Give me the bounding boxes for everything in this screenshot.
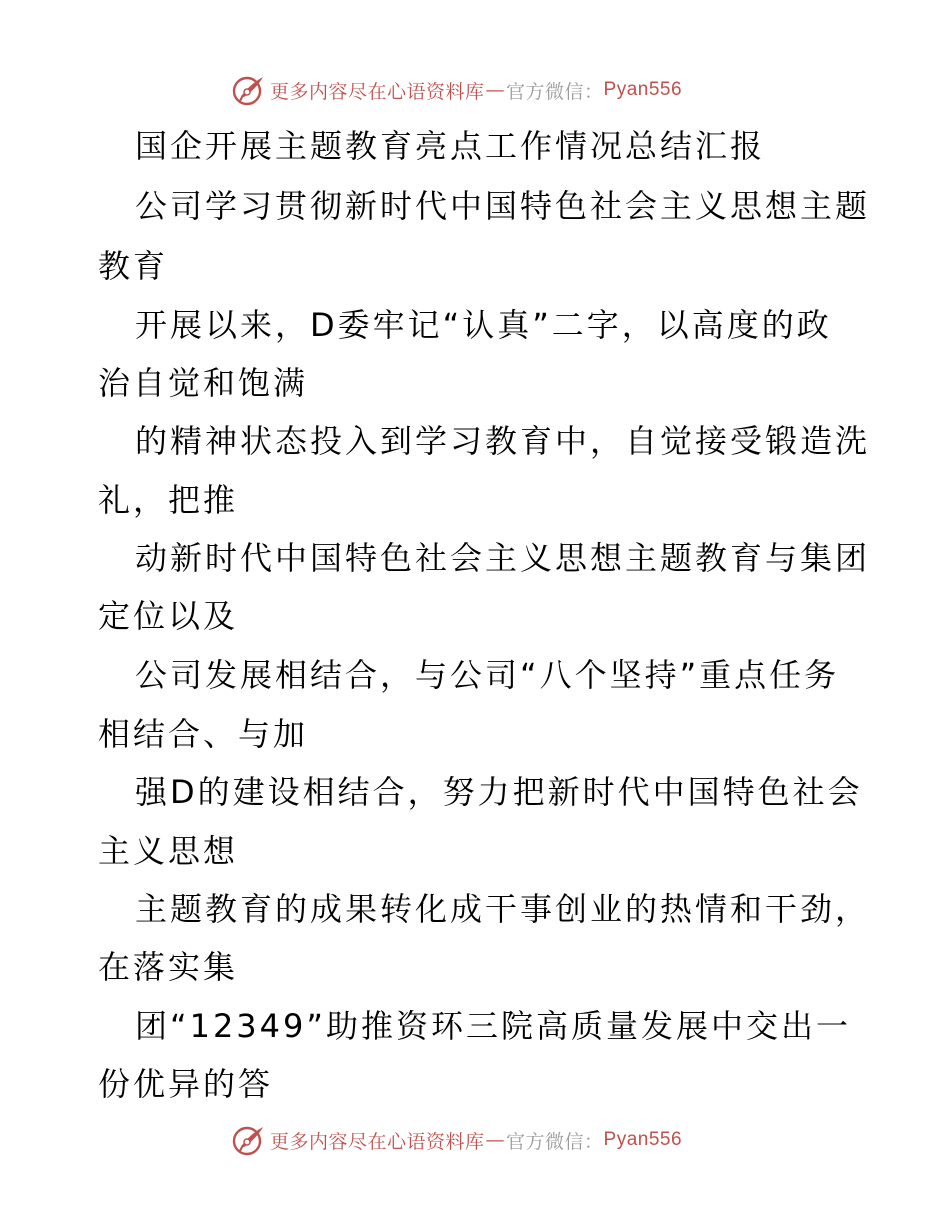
text-line: 主义思想 <box>98 832 239 870</box>
banner-wechat-id: Pyan556 <box>603 1129 683 1150</box>
footer-banner[interactable] <box>232 1120 732 1160</box>
text-line: 份优异的答 <box>98 1065 274 1103</box>
text-line: 治自觉和饱满 <box>98 364 309 402</box>
text-line: 开展以来，D委牢记“认真”二字，以高度的政 <box>135 306 832 344</box>
text-line: 主题教育的成果转化成干事创业的热情和干劲， <box>135 890 871 928</box>
text-line: 公司学习贯彻新时代中国特色社会主义思想主题 <box>135 187 871 225</box>
document-title: 国企开展主题教育亮点工作情况总结汇报 <box>135 127 766 165</box>
text-line: 在落实集 <box>98 948 239 986</box>
banner-wechat-id: Pyan556 <box>603 79 683 100</box>
text-line: 教育 <box>98 247 169 285</box>
banner-main-text: 更多内容尽在心语资料库 <box>270 1130 485 1153</box>
banner-dash: — <box>485 1129 506 1151</box>
text-line: 动新时代中国特色社会主义思想主题教育与集团 <box>135 539 871 577</box>
banner-main-text: 更多内容尽在心语资料库 <box>270 80 485 103</box>
banner-dash: — <box>485 79 506 101</box>
banner-sub-text: 官方微信： <box>506 1130 604 1153</box>
text-line: 公司发展相结合，与公司“八个坚持”重点任务 <box>135 656 840 694</box>
text-line: 礼，把推 <box>98 481 239 519</box>
banner-sub-text: 官方微信： <box>506 80 604 103</box>
text-line: 相结合、与加 <box>98 715 309 753</box>
quill-pen-icon <box>232 73 266 107</box>
text-line: 强D的建设相结合，努力把新时代中国特色社会 <box>135 773 863 811</box>
text-line: 团“12349”助推资环三院高质量发展中交出一 <box>135 1007 851 1045</box>
text-line: 定位以及 <box>98 597 239 635</box>
quill-pen-icon <box>232 1123 266 1157</box>
header-banner[interactable] <box>232 70 732 110</box>
text-line: 的精神状态投入到学习教育中，自觉接受锻造洗 <box>135 422 871 460</box>
